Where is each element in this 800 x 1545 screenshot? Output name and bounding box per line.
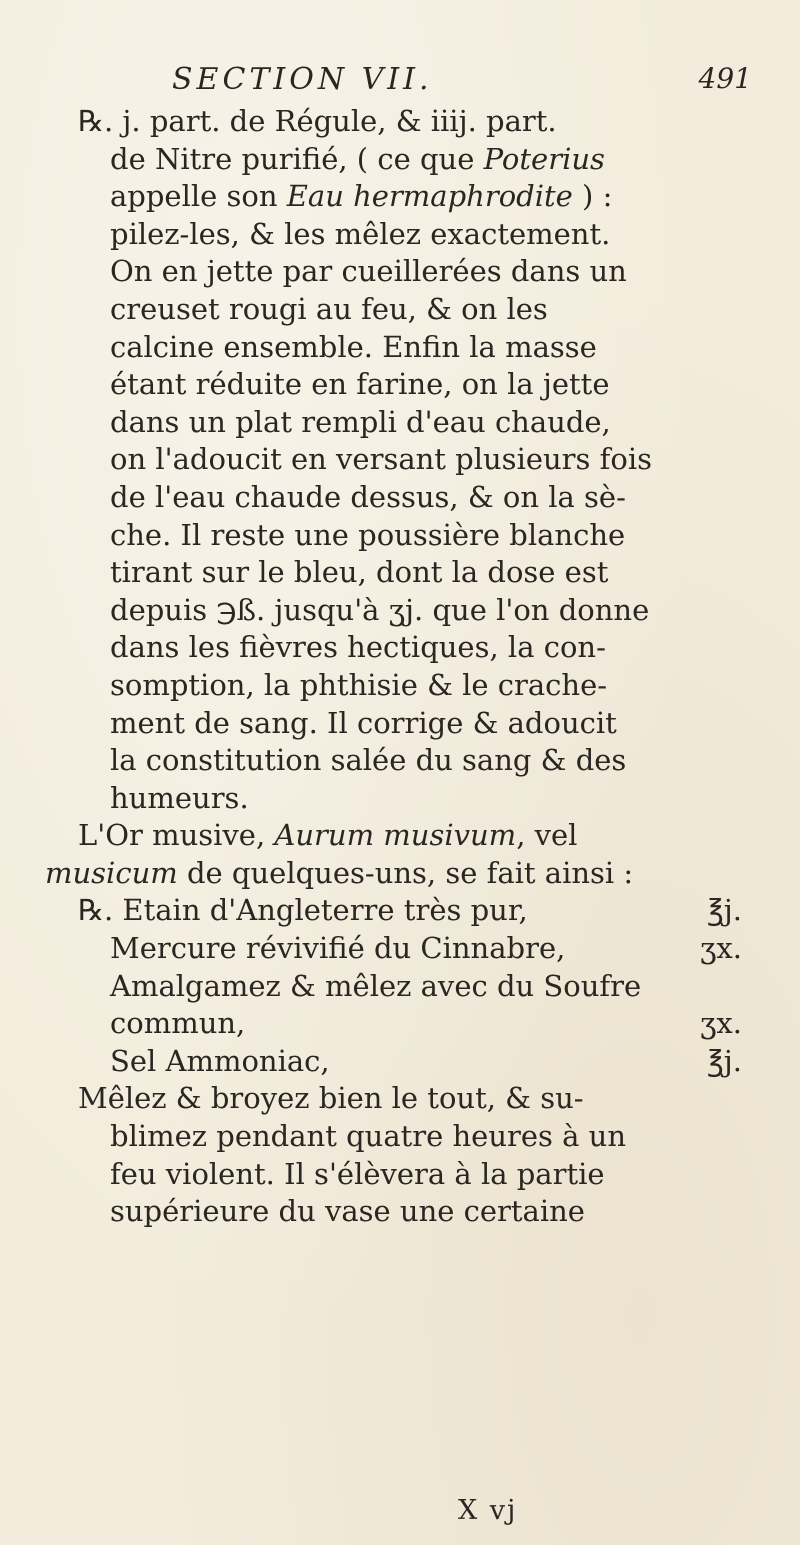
text-line: blimez pendant quatre heures à un: [110, 1119, 627, 1154]
text-line: creuset rougi au feu, & on les: [110, 291, 548, 326]
text-line: feu violent. Il s'élèvera à la partie: [110, 1156, 605, 1191]
text-line: ℞. j. part. de Régule, & iiij. part.: [78, 104, 557, 138]
text-line: somption, la phthisie & le crache-: [110, 667, 608, 702]
text-line: musicum de quelques-uns, se fait ainsi :: [45, 855, 634, 890]
body-text: [0, 103, 800, 1231]
text-line: Mercure révivifié du Cinnabre, ʒx.: [0, 930, 800, 968]
text-line: L'Or musive, Aurum musivum, vel: [78, 818, 578, 853]
text-line: ment de sang. Il corrige & adoucit: [110, 705, 617, 740]
recipe-quantity: ʒx.: [700, 931, 742, 966]
page-number: 491: [698, 62, 752, 95]
text-line: tirant sur le bleu, dont la dose est: [110, 555, 609, 590]
recipe-quantity: ℥j.: [707, 1043, 742, 1078]
text-line: supérieure du vase une certaine: [110, 1194, 585, 1229]
page-header: [172, 62, 752, 102]
text-line: che. Il reste une poussière blanche: [110, 517, 626, 552]
text-line: appelle son Eau hermaphrodite ) :: [110, 179, 613, 214]
signature-mark: X vj: [458, 1495, 518, 1526]
recipe-quantity: ʒx.: [700, 1006, 742, 1041]
text-line: étant réduite en farine, on la jette: [110, 367, 610, 402]
text-line: pilez-les, & les mêlez exactement.: [110, 216, 611, 251]
text-line: de l'eau chaude dessus, & on la sè-: [110, 479, 626, 514]
text-line: dans un plat rempli d'eau chaude,: [110, 404, 611, 439]
text-line: commun, ʒx.: [0, 1005, 800, 1043]
text-line: de Nitre purifié, ( ce que Poterius: [110, 141, 605, 176]
text-line: depuis ℈ß. jusqu'à ʒj. que l'on donne: [110, 592, 650, 627]
recipe-quantity: ℥j.: [707, 893, 742, 928]
text-line: calcine ensemble. Enfin la masse: [110, 329, 597, 364]
text-line: on l'adoucit en versant plusieurs fois: [110, 442, 652, 477]
text-line: Mêlez & broyez bien le tout, & su-: [78, 1081, 584, 1116]
text-line: Amalgamez & mêlez avec du Soufre: [110, 968, 642, 1003]
text-line: On en jette par cueillerées dans un: [110, 254, 627, 289]
text-line: ℞. Etain d'Angleterre très pur, ℥j.: [0, 892, 800, 930]
text-line: la constitution salée du sang & des: [110, 743, 627, 778]
text-line: Sel Ammoniac, ℥j.: [0, 1043, 800, 1081]
text-line: humeurs.: [110, 780, 249, 815]
running-title: SECTION VII.: [172, 62, 433, 97]
text-line: dans les fièvres hectiques, la con-: [110, 630, 606, 665]
